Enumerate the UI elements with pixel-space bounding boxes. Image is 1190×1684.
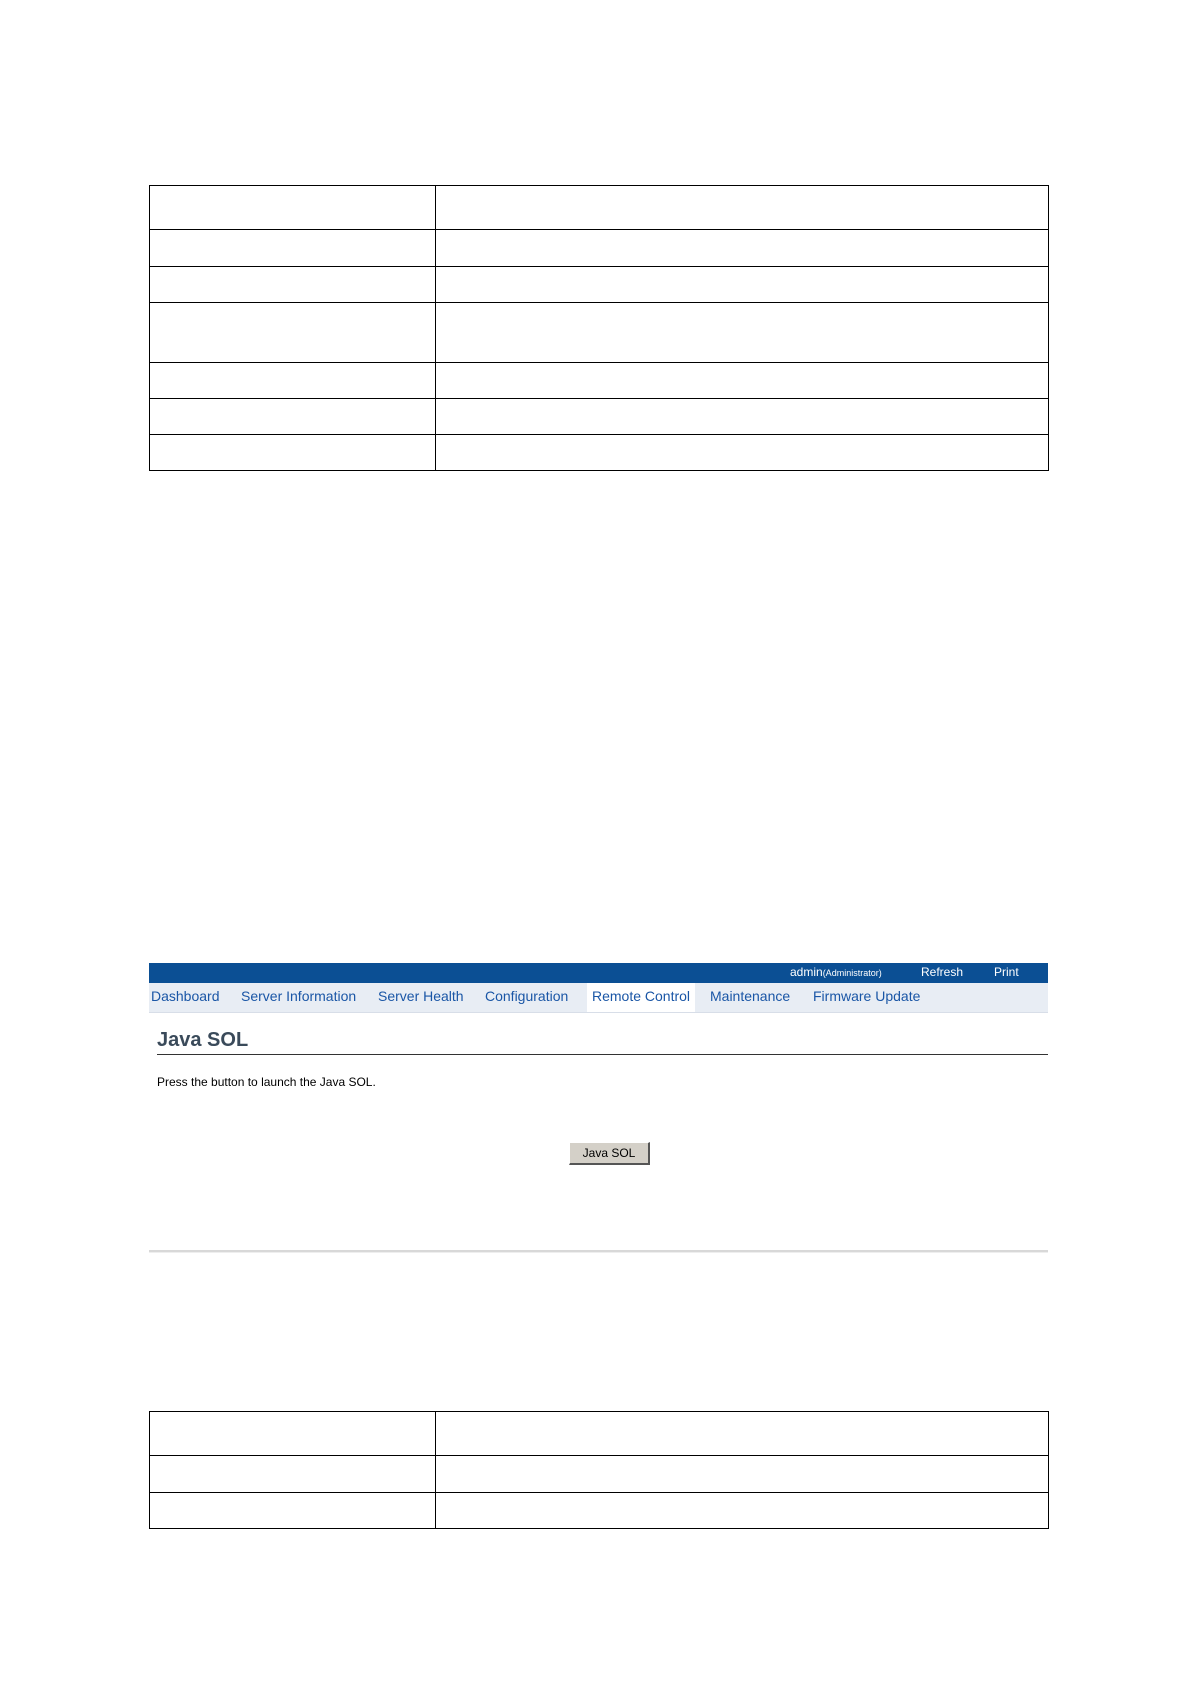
main-nav (149, 983, 1048, 1013)
user-role: (Administrator) (822, 968, 882, 978)
table-row (150, 435, 1049, 471)
table-row (150, 399, 1049, 435)
tab-remote-control[interactable]: Remote Control (587, 983, 695, 1012)
tab-configuration[interactable]: Configuration (485, 988, 569, 1004)
print-link[interactable]: Print (994, 965, 1019, 979)
table-row (150, 363, 1049, 399)
tab-dashboard[interactable]: Dashboard (151, 988, 220, 1004)
table-row (150, 1456, 1049, 1493)
top-bar (149, 963, 1048, 983)
table-row (150, 230, 1049, 267)
table-row (150, 1412, 1049, 1456)
tab-server-information[interactable]: Server Information (241, 988, 357, 1004)
tab-firmware-update[interactable]: Firmware Update (813, 988, 921, 1004)
table-row (150, 303, 1049, 363)
page-title: Java SOL (157, 1029, 249, 1051)
table-row (150, 267, 1049, 303)
tab-server-health[interactable]: Server Health (378, 988, 464, 1004)
top-document-table (149, 185, 1049, 471)
table-row (150, 186, 1049, 230)
user-name: admin (790, 965, 823, 979)
title-divider (157, 1054, 1048, 1055)
refresh-link[interactable]: Refresh (921, 965, 964, 979)
footer-divider (149, 1250, 1048, 1253)
bottom-document-table (149, 1411, 1049, 1529)
user-label (790, 965, 882, 979)
page-description: Press the button to launch the Java SOL. (157, 1075, 376, 1089)
table-row (150, 1493, 1049, 1529)
bmc-web-ui-screenshot (149, 963, 1048, 1255)
tab-maintenance[interactable]: Maintenance (710, 988, 791, 1004)
java-sol-button[interactable]: Java SOL (569, 1142, 650, 1165)
